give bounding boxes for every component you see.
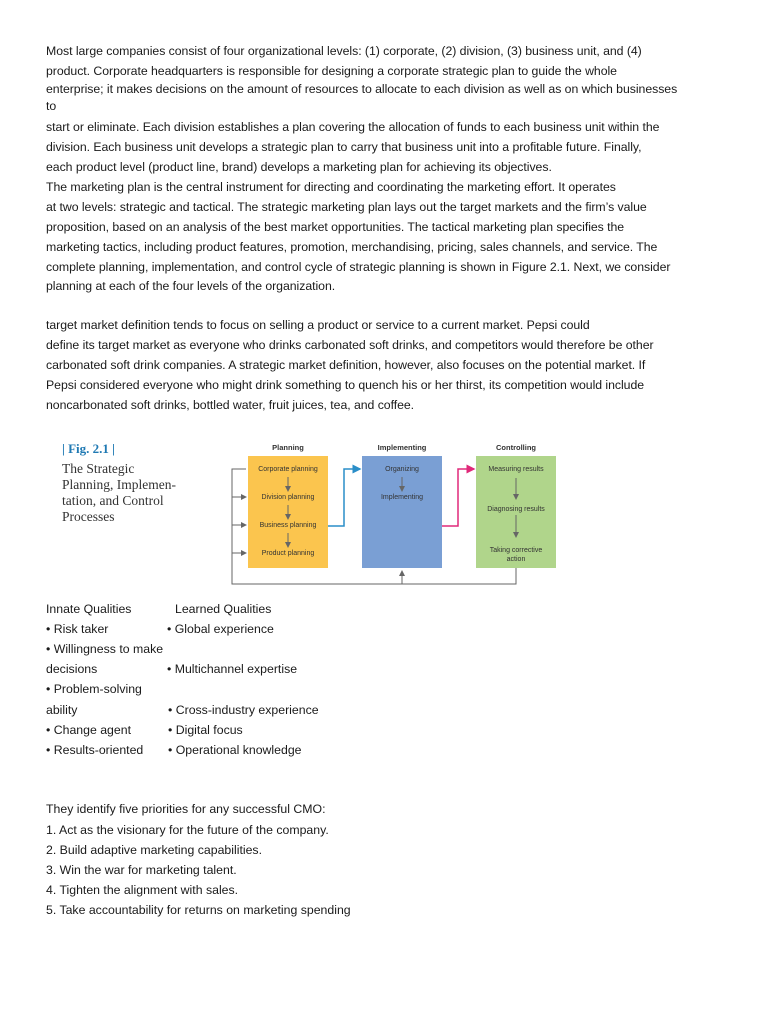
controlling-item: Taking corrective xyxy=(489,547,543,554)
controlling-item: Measuring results xyxy=(488,466,544,473)
priority-item: 5. Take accountability for returns on marketing spending xyxy=(46,903,351,917)
innate-quality: • Results-oriented xyxy=(46,743,144,757)
implementing-item: Implementing xyxy=(380,494,424,501)
text-line: target market definition tends to focus on selling a product or service to a current market. Pepsi could xyxy=(46,318,590,332)
innate-quality: • Risk taker xyxy=(46,622,109,636)
learned-quality: • Multichannel expertise xyxy=(167,662,298,676)
implementing-heading: Implementing xyxy=(377,443,427,452)
implementing-item: Organizing xyxy=(385,466,419,473)
text-line: each product level (product line, brand) develops a marketing plan for achieving its objectives. xyxy=(46,160,552,174)
planning-item: Division planning xyxy=(261,494,315,501)
text-line: to xyxy=(46,99,57,113)
figure-title-line: Planning, Implemen- xyxy=(62,477,176,492)
planning-item: Product planning xyxy=(261,550,315,557)
text-line: proposition, based on an analysis of the best market opportunities. The tactical marketing plan specifies the xyxy=(46,220,625,234)
figure-2-1 xyxy=(62,441,562,587)
innate-quality: decisions xyxy=(46,662,98,676)
text-line: marketing tactics, including product features, promotion, merchandising, pricing, sales channels, and service. The xyxy=(46,240,658,254)
text-line: enterprise; it makes decisions on the amount of resources to allocate to each division as well as on which businesses xyxy=(46,82,678,96)
priority-item: 1. Act as the visionary for the future of the company. xyxy=(46,823,329,837)
figure-title-line: The Strategic xyxy=(62,461,135,476)
innate-heading: Innate Qualities xyxy=(46,602,132,616)
priority-item: 3. Win the war for marketing talent. xyxy=(46,863,237,877)
priority-item: 4. Tighten the alignment with sales. xyxy=(46,883,239,897)
figure-title-line: tation, and Control xyxy=(62,493,164,508)
planning-heading: Planning xyxy=(272,443,304,452)
text-line: product. Corporate headquarters is responsible for designing a corporate strategic plan to guide the whole xyxy=(46,64,617,78)
priorities-intro: They identify five priorities for any successful CMO: xyxy=(46,802,326,816)
text-line: noncarbonated soft drinks, bottled water, fruit juices, tea, and coffee. xyxy=(46,398,415,412)
learned-quality: • Digital focus xyxy=(168,723,243,737)
controlling-item: Diagnosing results xyxy=(487,506,545,513)
controlling-item: action xyxy=(506,556,526,563)
text-line: Pepsi considered everyone who might drink something to quench his or her thirst, its competition would include xyxy=(46,378,645,392)
text-line: at two levels: strategic and tactical. The strategic marketing plan lays out the target markets and the firm’s value xyxy=(46,200,647,214)
figure-label: | Fig. 2.1 | xyxy=(62,441,116,456)
text-line: define its target market as everyone who drinks carbonated soft drinks, and competitors would therefore be other xyxy=(46,338,654,352)
figure-title-line: Processes xyxy=(62,509,115,524)
innate-quality: • Change agent xyxy=(46,723,131,737)
learned-quality: • Operational knowledge xyxy=(168,743,302,757)
innate-quality: • Problem-solving xyxy=(46,682,142,696)
learned-quality: • Global experience xyxy=(167,622,274,636)
implementing-to-controlling-arrow xyxy=(442,469,474,526)
controlling-heading: Controlling xyxy=(496,443,536,452)
innate-quality: ability xyxy=(46,703,78,717)
learned-quality: • Cross-industry experience xyxy=(168,703,319,717)
text-line: division. Each business unit develops a strategic plan to carry that business unit into a profitable future. Finally, xyxy=(46,140,642,154)
text-line: complete planning, implementation, and control cycle of strategic planning is shown in Figure 2.1. Next, we consider xyxy=(46,260,671,274)
text-line: carbonated soft drink companies. A strategic market definition, however, also focuses on the potential market. If xyxy=(46,358,646,372)
process-diagram xyxy=(62,441,562,587)
learned-heading: Learned Qualities xyxy=(175,602,272,616)
innate-quality: • Willingness to make xyxy=(46,642,164,656)
planning-item: Corporate planning xyxy=(258,466,318,473)
text-line: Most large companies consist of four organizational levels: (1) corporate, (2) division, (3) business unit, and (4) xyxy=(46,44,642,58)
text-line: The marketing plan is the central instrument for directing and coordinating the marketing effort. It operates xyxy=(46,180,616,194)
text-line: start or eliminate. Each division establishes a plan covering the allocation of funds to each business unit within the xyxy=(46,120,660,134)
priority-item: 2. Build adaptive marketing capabilities. xyxy=(46,843,263,857)
text-line: planning at each of the four levels of the organization. xyxy=(46,279,336,293)
planning-item: Business planning xyxy=(259,522,317,529)
planning-to-implementing-arrow xyxy=(328,469,360,526)
